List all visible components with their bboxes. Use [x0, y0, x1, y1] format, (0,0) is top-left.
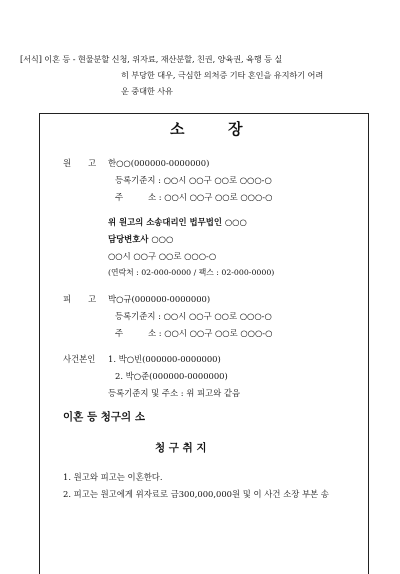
plaintiff-name: 한○○(000000-0000000) [108, 158, 210, 168]
purpose-title: 청 구 취 지 [155, 442, 207, 454]
defendant-address: 소 : ○○시 ○○구 ○○로 ○○○-○ [148, 328, 273, 338]
principal-item-2: 2. 박○준(000000-0000000) [115, 371, 228, 381]
plaintiff-address: 소 : ○○시 ○○구 ○○로 ○○○-○ [148, 192, 273, 202]
agent-line-1: 위 원고의 소송대리인 법무법인 ○○○ [108, 217, 247, 227]
purpose-item-1: 1. 원고와 피고는 이혼한다. [63, 472, 163, 482]
defendant-address-label: 주 [115, 328, 124, 338]
header-line-3: 운 중대한 사유 [121, 86, 173, 96]
defendant-label-a: 피 [63, 294, 72, 304]
principal-label: 사건본인 [63, 354, 96, 364]
agent-line-4: (연락처 : 02-000-0000 / 팩스 : 02-000-0000) [108, 268, 275, 277]
claim-title: 이혼 등 청구의 소 [63, 411, 145, 423]
purpose-item-2: 2. 피고는 원고에게 위자료로 금300,000,000원 및 이 사건 소장 부본 송 [63, 489, 329, 499]
header-line-1: [서식] 이혼 등 - 현물분할 신청, 위자료, 재산분할, 친권, 양육권, 육행 등 실 [20, 54, 283, 64]
principal-registration: 등록기준지 및 주소 : 위 피고와 같음 [108, 388, 241, 398]
header-line-2: 히 부당한 대우, 극심한 의처증 기타 혼인을 유지하기 어려 [121, 70, 324, 80]
document-frame [39, 113, 369, 574]
defendant-label-b: 고 [88, 294, 97, 304]
agent-line-3: ○○시 ○○구 ○○로 ○○○-○ [108, 251, 217, 261]
doc-title-left: 소 [170, 120, 185, 138]
plaintiff-label-b: 고 [88, 158, 97, 168]
agent-line-2: 담당변호사 ○○○ [108, 234, 174, 244]
plaintiff-label-a: 원 [63, 158, 72, 168]
plaintiff-address-label: 주 [115, 192, 124, 202]
plaintiff-registration: 등록기준지 : ○○시 ○○구 ○○로 ○○○-○ [115, 175, 272, 185]
defendant-registration: 등록기준지 : ○○시 ○○구 ○○로 ○○○-○ [115, 311, 272, 321]
principal-item-1: 1. 박○빈(000000-0000000) [108, 354, 221, 364]
defendant-name: 박○규(000000-0000000) [108, 294, 211, 304]
doc-title-right: 장 [228, 120, 243, 138]
